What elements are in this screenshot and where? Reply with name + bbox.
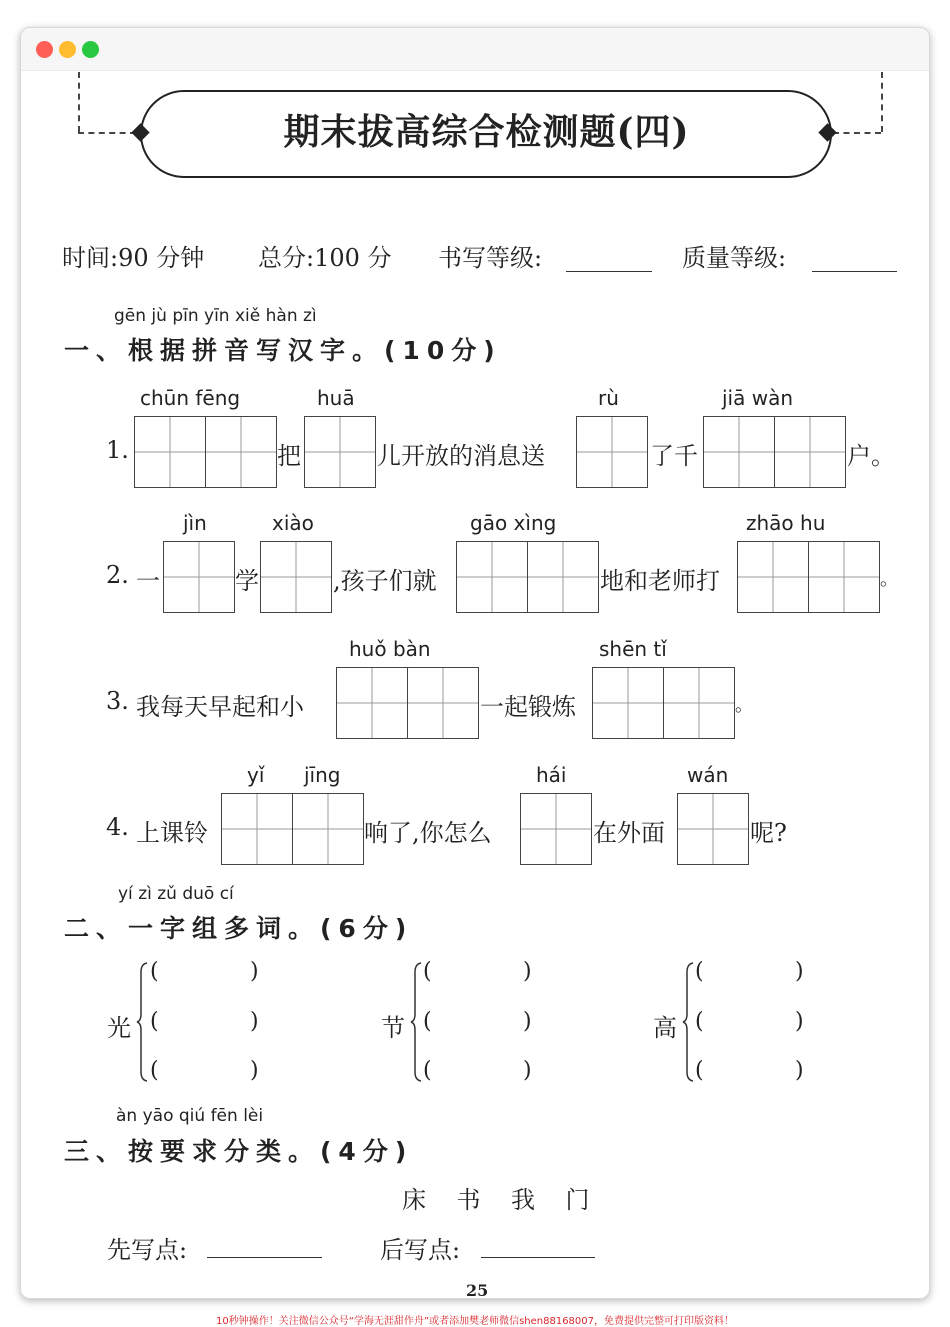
answer-open-paren: (: [150, 959, 159, 984]
q4-char-box[interactable]: [677, 793, 749, 865]
total-score-info: 总分:100 分: [258, 244, 392, 272]
q1-text-4: 户。: [847, 442, 895, 470]
q2-text-2: 学: [235, 567, 259, 595]
q2-text-3: ,孩子们就: [333, 567, 437, 595]
title-dash-left-horizontal: [78, 132, 136, 134]
answer-close-paren: ): [795, 959, 804, 984]
section3-heading: 三、按要求分类。(4分): [64, 1137, 414, 1166]
title-dash-right-horizontal: [833, 132, 881, 134]
q4-text-3: 在外面: [593, 819, 665, 847]
q2-char-box[interactable]: [808, 541, 880, 613]
first-write-dot-blank[interactable]: [207, 1257, 322, 1258]
q1-char-box[interactable]: [205, 416, 277, 488]
q1-pinyin-4: jiā wàn: [722, 386, 794, 410]
q2-text-4: 地和老师打: [600, 567, 720, 595]
q3-text-2: 一起锻炼: [480, 693, 576, 721]
q1-char-box[interactable]: [774, 416, 846, 488]
answer-open-paren: (: [423, 1009, 432, 1034]
q1-pinyin-2: huā: [317, 386, 355, 410]
q2-char-box[interactable]: [456, 541, 528, 613]
q2-pinyin-4: zhāo hu: [746, 511, 826, 535]
q4-char-box[interactable]: [520, 793, 592, 865]
answer-close-paren: ): [250, 1009, 259, 1034]
quality-grade-label: 质量等级:: [682, 244, 787, 272]
group-brace: [682, 962, 694, 1082]
q3-text-1: 我每天早起和小: [136, 693, 304, 721]
answer-open-paren: (: [150, 1058, 159, 1083]
time-info: 时间:90 分钟: [62, 244, 205, 272]
q1-char-box[interactable]: [134, 416, 206, 488]
q2-char-box[interactable]: [527, 541, 599, 613]
maximize-window-button[interactable]: [82, 41, 99, 58]
footer-notice: 10秒钟操作！关注微信公众号“学海无涯甜作舟”或者添加樊老师微信shen88168007，免费提供完整可打印版资料！: [215, 1316, 735, 1327]
q1-text-3: 了千: [650, 442, 698, 470]
q4-text-4: 呢?: [750, 819, 787, 847]
section3-pinyin: àn yāo qiú fēn lèi: [116, 1106, 264, 1126]
answer-close-paren: ): [523, 959, 532, 984]
q3-char-box[interactable]: [336, 667, 408, 739]
answer-open-paren: (: [423, 959, 432, 984]
section1-heading: 一、根据拼音写汉字。(10分): [64, 336, 502, 365]
q4-pinyin-4: wán: [687, 763, 729, 787]
answer-close-paren: ): [523, 1058, 532, 1083]
q2-pinyin-3: gāo xìng: [470, 511, 557, 535]
q1-number: 1.: [106, 436, 129, 464]
q1-char-box[interactable]: [576, 416, 648, 488]
minimize-window-button[interactable]: [59, 41, 76, 58]
group-char-guang: 光: [107, 1014, 131, 1042]
group-char-gao: 高: [653, 1014, 677, 1042]
page-number: 25: [466, 1281, 489, 1300]
q1-pinyin-1: chūn fēng: [140, 386, 241, 410]
answer-open-paren: (: [695, 1009, 704, 1034]
q4-char-box[interactable]: [221, 793, 293, 865]
writing-grade-blank[interactable]: [566, 271, 652, 272]
q2-char-box[interactable]: [737, 541, 809, 613]
section2-pinyin: yí zì zǔ duō cí: [118, 884, 234, 904]
group-char-jie: 节: [381, 1014, 405, 1042]
group-brace: [136, 962, 148, 1082]
answer-open-paren: (: [695, 959, 704, 984]
title-dash-right-vertical: [881, 72, 883, 132]
first-write-dot-label: 先写点:: [107, 1236, 188, 1264]
q2-char-box[interactable]: [260, 541, 332, 613]
window-titlebar: [21, 28, 929, 71]
answer-open-paren: (: [150, 1009, 159, 1034]
q1-char-box[interactable]: [304, 416, 376, 488]
q3-char-box[interactable]: [592, 667, 664, 739]
classify-words: 床 书 我 门: [402, 1186, 590, 1214]
writing-grade-label: 书写等级:: [438, 244, 543, 272]
answer-open-paren: (: [695, 1058, 704, 1083]
answer-close-paren: ): [523, 1009, 532, 1034]
answer-close-paren: ): [250, 1058, 259, 1083]
q2-number: 2.: [106, 561, 129, 589]
answer-close-paren: ): [250, 959, 259, 984]
later-write-dot-blank[interactable]: [481, 1257, 595, 1258]
q1-text-1: 把: [277, 442, 301, 470]
section2-heading: 二、一字组多词。(6分): [64, 914, 414, 943]
section1-pinyin: gēn jù pīn yīn xiě hàn zì: [114, 306, 317, 326]
q2-char-box[interactable]: [163, 541, 235, 613]
q4-text-2: 响了,你怎么: [364, 819, 492, 847]
later-write-dot-label: 后写点:: [380, 1236, 461, 1264]
q2-text-5: 。: [880, 569, 898, 590]
q2-pinyin-2: xiào: [272, 511, 314, 535]
q4-pinyin-1: yǐ: [247, 763, 265, 787]
q1-char-box[interactable]: [703, 416, 775, 488]
quality-grade-blank[interactable]: [812, 271, 897, 272]
q4-text-1: 上课铃: [136, 819, 208, 847]
q3-text-3: 。: [735, 695, 753, 716]
q4-char-box[interactable]: [292, 793, 364, 865]
q4-pinyin-2: jīng: [304, 763, 341, 787]
group-brace: [410, 962, 422, 1082]
answer-open-paren: (: [423, 1058, 432, 1083]
q3-pinyin-1: huǒ bàn: [349, 637, 431, 661]
q2-text-1: 一: [136, 567, 160, 595]
answer-close-paren: ): [795, 1009, 804, 1034]
q3-char-box[interactable]: [407, 667, 479, 739]
q3-number: 3.: [106, 687, 129, 715]
q1-pinyin-3: rù: [598, 386, 619, 410]
page-title: 期末拔高综合检测题(四): [283, 111, 690, 153]
q4-pinyin-3: hái: [536, 763, 567, 787]
q2-pinyin-1: jìn: [183, 511, 207, 535]
q4-number: 4.: [106, 813, 129, 841]
answer-close-paren: ): [795, 1058, 804, 1083]
close-window-button[interactable]: [36, 41, 53, 58]
q1-text-2: 儿开放的消息送: [377, 442, 545, 470]
q3-char-box[interactable]: [663, 667, 735, 739]
q3-pinyin-2: shēn tǐ: [599, 637, 667, 661]
title-dash-left-vertical: [78, 72, 80, 132]
